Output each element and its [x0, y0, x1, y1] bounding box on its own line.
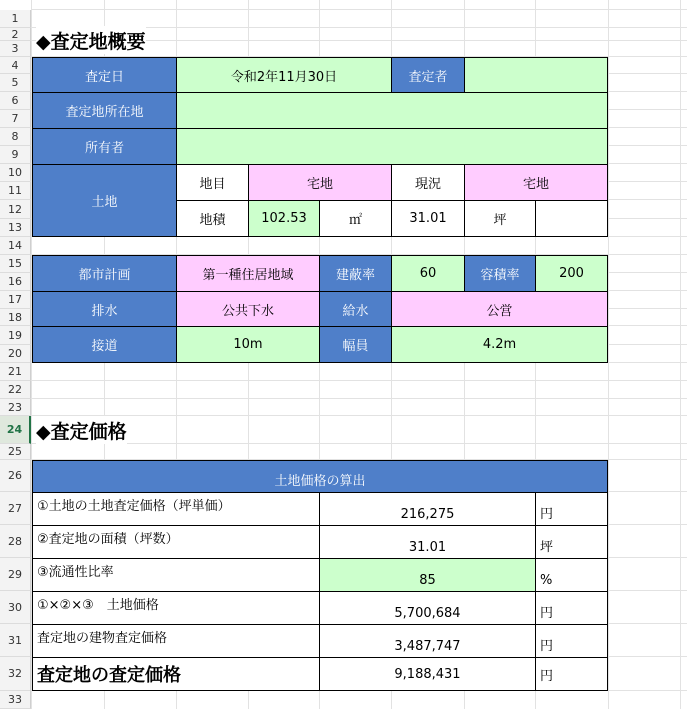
assessment-date-cell[interactable]: 令和2年11月30日 [176, 57, 392, 93]
width-label: 幅員 [319, 326, 392, 363]
row-header[interactable]: 28 [0, 525, 31, 558]
row-header[interactable]: 2 [0, 28, 31, 41]
row-header[interactable]: 12 [0, 200, 31, 219]
row-header[interactable]: 26 [0, 460, 31, 492]
city-plan-cell[interactable]: 第一種住居地域 [176, 255, 320, 292]
genkyo-cell[interactable]: 宅地 [464, 164, 608, 201]
row-header[interactable]: 3 [0, 41, 31, 57]
row-header[interactable]: 21 [0, 363, 31, 381]
price-row-value[interactable]: 5,700,684 [319, 591, 536, 625]
empty-cell[interactable] [535, 200, 608, 237]
row-header[interactable]: 1 [0, 10, 31, 28]
price-row-label: 査定地の建物査定価格 [32, 624, 320, 658]
row-header[interactable]: 5 [0, 74, 31, 92]
water-cell[interactable]: 公営 [391, 291, 608, 327]
section-title-price: ◆査定価格 [36, 416, 127, 444]
total-price-label: 査定地の査定価格 [32, 657, 320, 691]
row-header[interactable]: 10 [0, 164, 31, 182]
price-row-value[interactable]: 31.01 [319, 525, 536, 559]
row-header[interactable]: 24 [0, 416, 31, 444]
row-gridline [31, 398, 687, 399]
land-label: 土地 [32, 164, 177, 237]
total-price-unit: 円 [535, 657, 608, 691]
price-row-unit: 円 [535, 624, 608, 658]
row-gridline [31, 9, 687, 10]
price-row-unit: 円 [535, 492, 608, 526]
unit-m2: ㎡ [319, 200, 392, 237]
row-header[interactable]: 18 [0, 309, 31, 326]
chiseki-cell[interactable]: 102.53 [248, 200, 320, 237]
row-gridline [31, 415, 687, 416]
row-gridline [31, 380, 687, 381]
row-header[interactable]: 17 [0, 291, 31, 309]
location-label: 査定地所在地 [32, 92, 177, 129]
row-header[interactable]: 29 [0, 558, 31, 591]
chiseki-label: 地積 [176, 200, 249, 237]
chimoku-label: 地目 [176, 164, 249, 201]
column-gridline [680, 0, 681, 709]
width-cell[interactable]: 4.2m [391, 326, 608, 363]
assessor-cell[interactable] [464, 57, 608, 93]
far-cell[interactable]: 200 [535, 255, 608, 292]
tsubo-value-cell[interactable]: 31.01 [391, 200, 465, 237]
row-header[interactable]: 13 [0, 219, 31, 237]
section-title-overview: ◆査定地概要 [36, 26, 146, 54]
row-header[interactable]: 9 [0, 146, 31, 164]
price-row-value[interactable]: 85 [319, 558, 536, 592]
drainage-label: 排水 [32, 291, 177, 327]
price-row-unit: 坪 [535, 525, 608, 559]
coverage-cell[interactable]: 60 [391, 255, 465, 292]
row-header[interactable]: 33 [0, 691, 31, 709]
chimoku-cell[interactable]: 宅地 [248, 164, 392, 201]
water-label: 給水 [319, 291, 392, 327]
row-header[interactable]: 7 [0, 110, 31, 128]
location-cell[interactable] [176, 92, 608, 129]
genkyo-label: 現況 [391, 164, 465, 201]
owner-cell[interactable] [176, 128, 608, 165]
price-row-unit: % [535, 558, 608, 592]
row-header[interactable]: 11 [0, 182, 31, 200]
row-header[interactable]: 8 [0, 128, 31, 146]
row-header[interactable]: 16 [0, 273, 31, 291]
row-header[interactable]: 6 [0, 92, 31, 110]
row-header[interactable]: 15 [0, 255, 31, 273]
row-header[interactable]: 25 [0, 444, 31, 460]
road-cell[interactable]: 10m [176, 326, 320, 363]
row-header[interactable]: 14 [0, 237, 31, 255]
drainage-cell[interactable]: 公共下水 [176, 291, 320, 327]
total-price-value[interactable]: 9,188,431 [319, 657, 536, 691]
row-header[interactable]: 31 [0, 624, 31, 657]
row-header[interactable]: 23 [0, 399, 31, 416]
row-header[interactable]: 32 [0, 657, 31, 691]
column-gridline [608, 0, 609, 709]
city-plan-label: 都市計画 [32, 255, 177, 292]
row-header[interactable]: 30 [0, 591, 31, 624]
row-header[interactable]: 20 [0, 345, 31, 363]
price-table-header: 土地価格の算出 [32, 460, 608, 493]
unit-tsubo: 坪 [464, 200, 536, 237]
coverage-label: 建蔽率 [319, 255, 392, 292]
assessor-label: 査定者 [391, 57, 465, 93]
price-row-value[interactable]: 3,487,747 [319, 624, 536, 658]
assessment-date-label: 査定日 [32, 57, 177, 93]
price-row-label: ②査定地の面積（坪数） [32, 525, 320, 559]
row-header[interactable]: 22 [0, 381, 31, 399]
far-label: 容積率 [464, 255, 536, 292]
row-header[interactable]: 19 [0, 326, 31, 345]
price-row-unit: 円 [535, 591, 608, 625]
price-row-label: ①×②×③ 土地価格 [32, 591, 320, 625]
row-header[interactable]: 27 [0, 492, 31, 525]
price-row-label: ③流通性比率 [32, 558, 320, 592]
price-row-value[interactable]: 216,275 [319, 492, 536, 526]
owner-label: 所有者 [32, 128, 177, 165]
row-header[interactable]: 4 [0, 57, 31, 74]
road-label: 接道 [32, 326, 177, 363]
row-gridline [31, 443, 687, 444]
price-row-label: ①土地の土地査定価格（坪単価） [32, 492, 320, 526]
